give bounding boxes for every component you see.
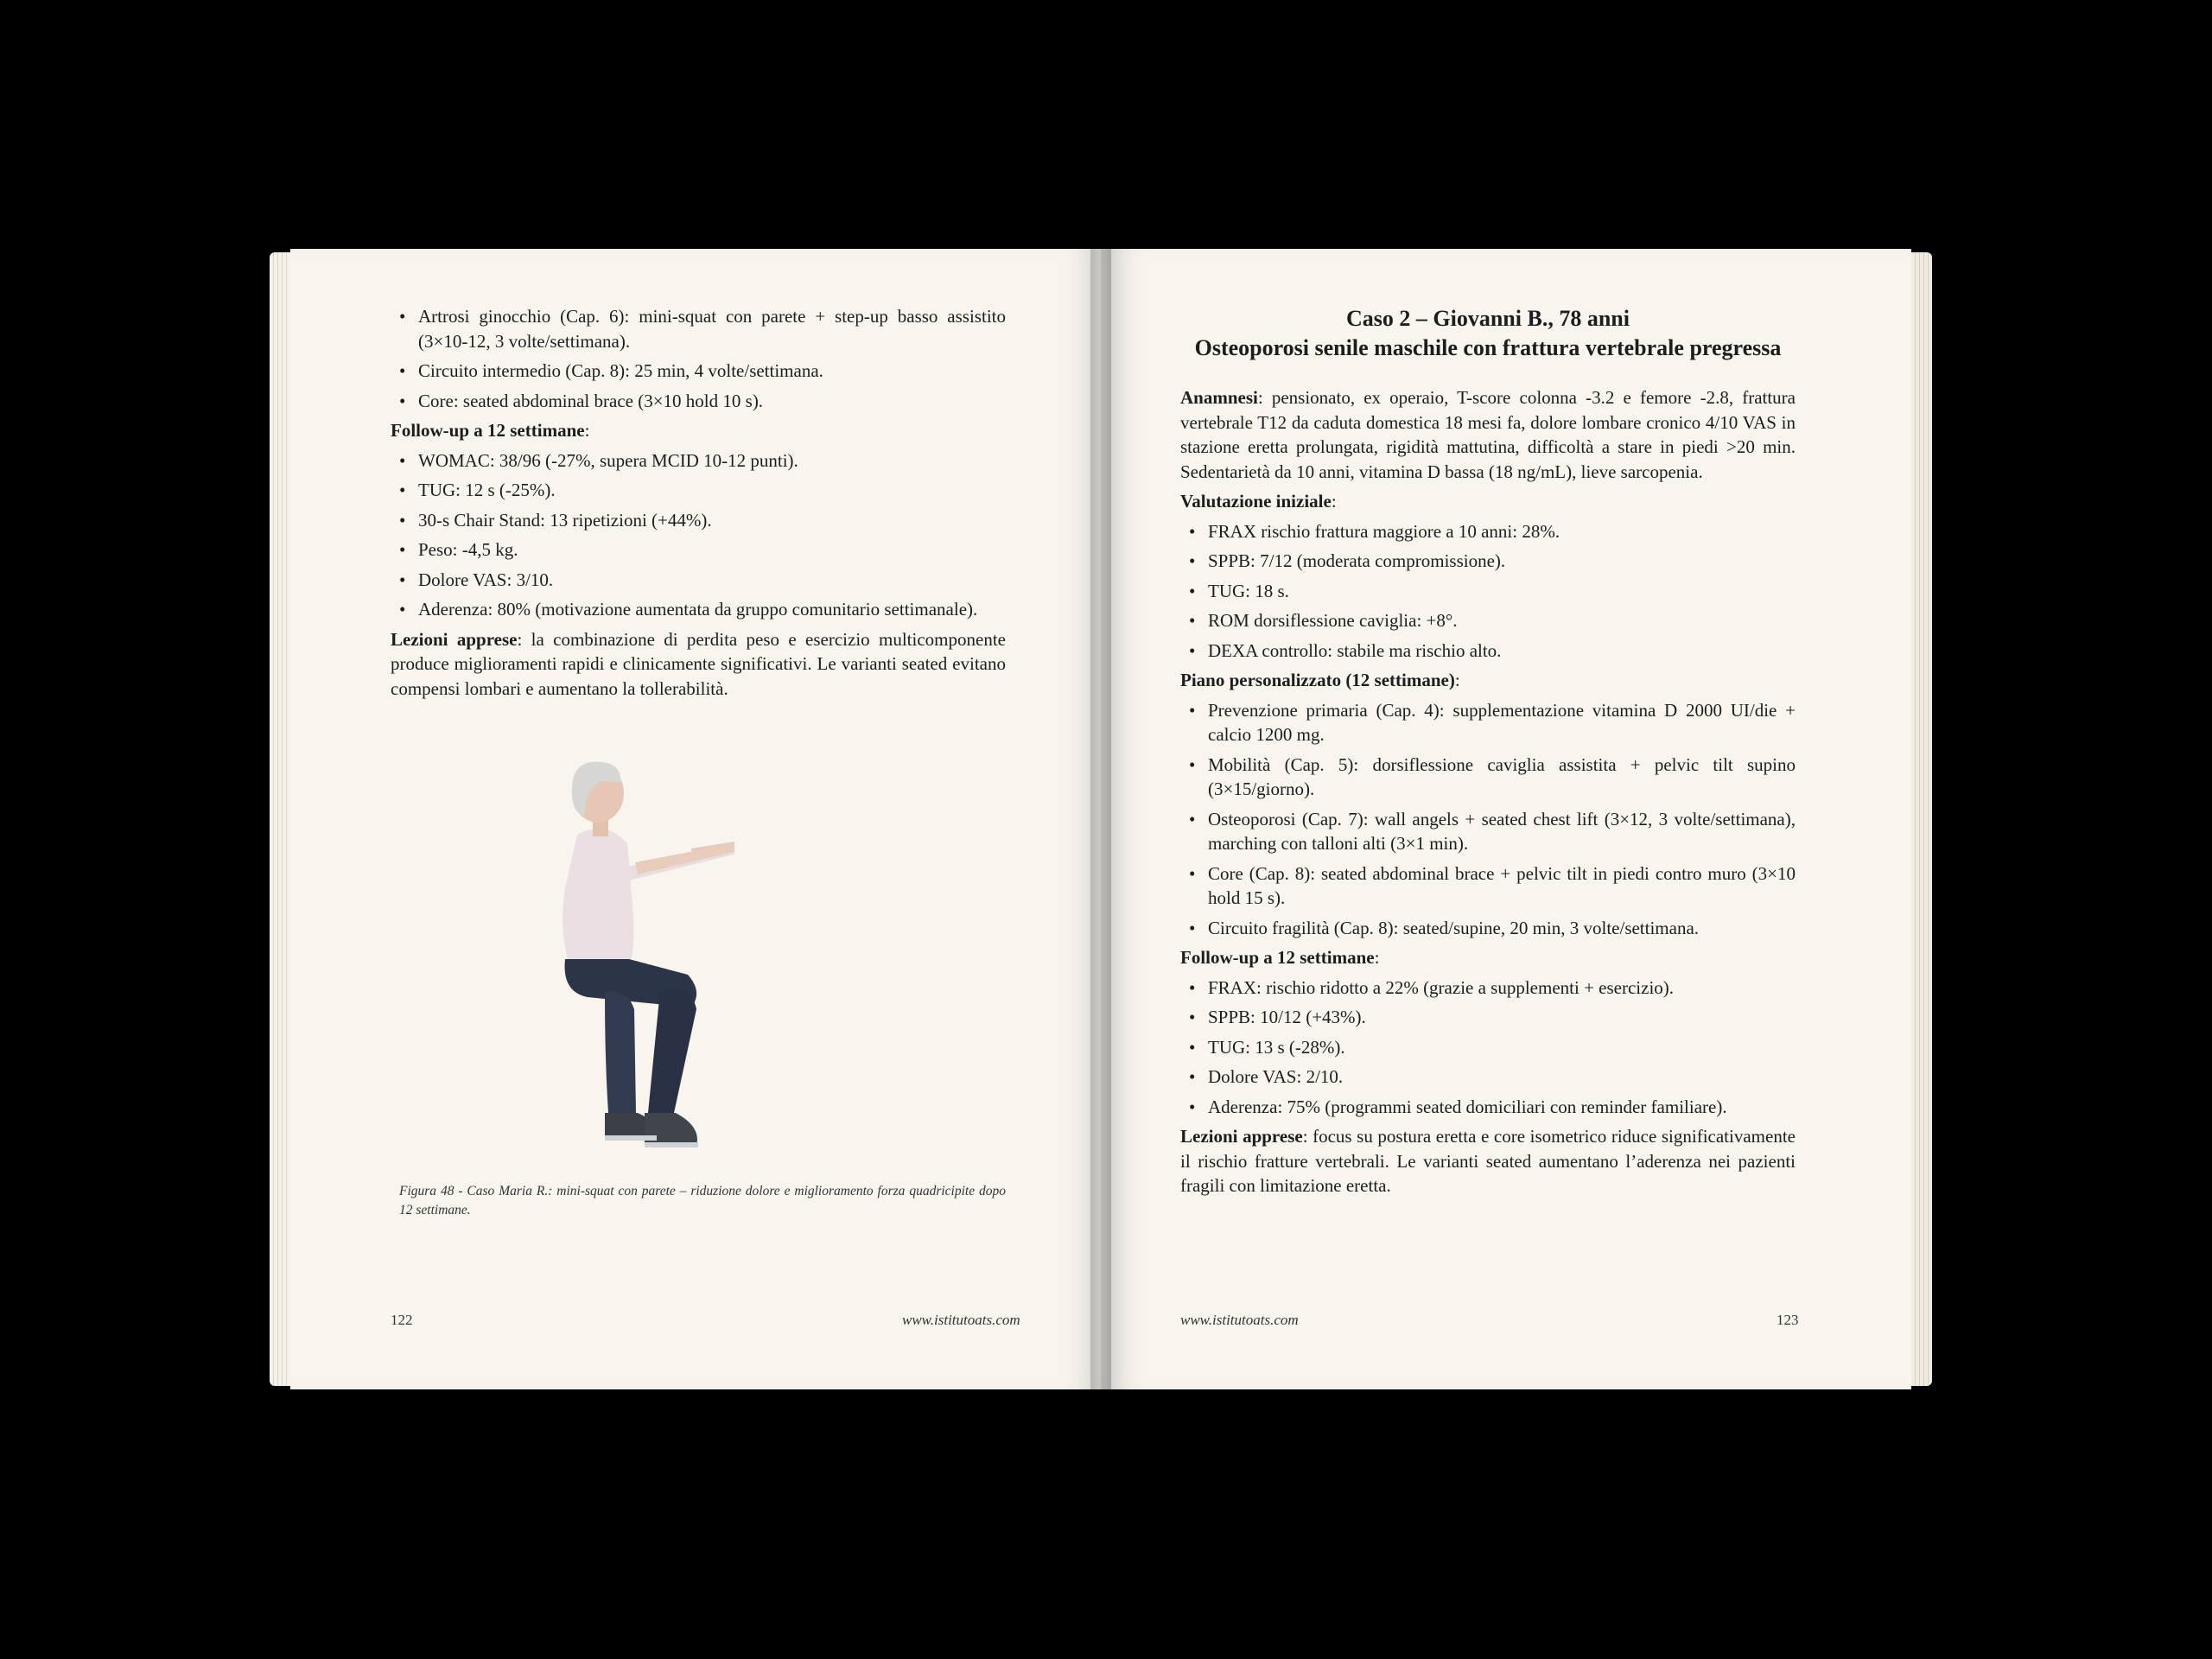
lessons-text-right: : focus su postura eretta e core isometrico riduce significativamente il rischio fratture vertebrali. Le varianti seated aumentano l’aderenza nei pazienti fragili con limitazione eretta. bbox=[1180, 1126, 1796, 1196]
followup-heading: Follow-up a 12 settimane: bbox=[391, 420, 590, 441]
piano-list bbox=[1180, 698, 1796, 941]
case-title-line-1: Caso 2 – Giovanni B., 78 anni bbox=[1346, 306, 1630, 331]
right-page-content bbox=[1180, 304, 1796, 1204]
footer-url-left: www.istitutoats.com bbox=[902, 1312, 1020, 1328]
list-item: • 30-s Chair Stand: 13 ripetizioni (+44%). bbox=[391, 508, 1006, 533]
anamnesi-paragraph bbox=[1180, 385, 1796, 484]
valutazione-heading: Valutazione iniziale: bbox=[1180, 491, 1337, 512]
intro-list bbox=[391, 304, 1006, 413]
page-number-right: 123 bbox=[1777, 1312, 1799, 1328]
right-page bbox=[1101, 249, 1911, 1389]
followup-heading-right: Follow-up a 12 settimane: bbox=[1180, 947, 1380, 968]
followup-list bbox=[391, 448, 1006, 622]
anamnesi-text: : pensionato, ex operaio, T-score colonna -3.2 e femore -2.8, frattura vertebrale T12 da caduta domestica 18 mesi fa, dolore lombare cronico 4/10 VAS in stazione eretta prolungata, rigidità mattutina, difficoltà a stare in piedi >20 min. Sedentarietà da 10 anni, vitamina D bassa (18 ng/mL), lieve sarcopenia. bbox=[1180, 387, 1796, 482]
page-number-left: 122 bbox=[391, 1312, 413, 1328]
list-item: • Dolore VAS: 2/10. bbox=[1180, 1065, 1796, 1090]
list-item: • Circuito intermedio (Cap. 8): 25 min, 4 volte/settimana. bbox=[391, 359, 1006, 384]
list-item: • Osteoporosi (Cap. 7): wall angels + seated chest lift (3×12, 3 volte/settimana), marching con talloni alti (3×1 min). bbox=[1180, 807, 1796, 856]
list-item: • Mobilità (Cap. 5): dorsiflessione caviglia assistita + pelvic tilt supino (3×15/giorno). bbox=[1180, 753, 1796, 802]
figure-caption: Figura 48 - Caso Maria R.: mini-squat con parete – riduzione dolore e miglioramento forza quadricipite dopo 12 settimane. bbox=[399, 1184, 1006, 1217]
lessons-paragraph-right bbox=[1180, 1124, 1796, 1198]
piano-heading-text: Piano personalizzato (12 settimane) bbox=[1180, 670, 1455, 690]
list-item: • Core: seated abdominal brace (3×10 hold 10 s). bbox=[391, 389, 1006, 414]
lessons-paragraph bbox=[391, 627, 1006, 702]
left-page-content bbox=[391, 304, 1006, 706]
case-title bbox=[1180, 304, 1796, 363]
list-item: • ROM dorsiflessione caviglia: +8°. bbox=[1180, 608, 1796, 633]
list-item: • SPPB: 10/12 (+43%). bbox=[1180, 1005, 1796, 1030]
lessons-label-right: Lezioni apprese bbox=[1180, 1126, 1303, 1147]
followup-heading-text: Follow-up a 12 settimane bbox=[391, 420, 585, 441]
open-book bbox=[270, 249, 1932, 1389]
lessons-text: : la combinazione di perdita peso e esercizio multicomponente produce miglioramenti rapidi e clinicamente significativi. Le varianti seated evitano compensi lombari e aumentano la tollerabilità. bbox=[391, 628, 1006, 699]
case-title-line-2: Osteoporosi senile maschile con frattura vertebrale pregressa bbox=[1194, 335, 1782, 360]
followup-list-right bbox=[1180, 976, 1796, 1120]
list-item: • Dolore VAS: 3/10. bbox=[391, 568, 1006, 593]
list-item: • DEXA controllo: stabile ma rischio alto. bbox=[1180, 639, 1796, 664]
list-item: • Artrosi ginocchio (Cap. 6): mini-squat con parete + step-up basso assistito (3×10-12, 3 volte/settimana). bbox=[391, 304, 1006, 353]
followup-heading-right-text: Follow-up a 12 settimane bbox=[1180, 947, 1375, 968]
lessons-label: Lezioni apprese bbox=[391, 628, 518, 650]
list-item: • TUG: 13 s (-28%). bbox=[1180, 1035, 1796, 1060]
list-item: • Core (Cap. 8): seated abdominal brace + pelvic tilt in piedi contro muro (3×10 hold 15 s). bbox=[1180, 861, 1796, 911]
list-item: • FRAX rischio frattura maggiore a 10 anni: 28%. bbox=[1180, 519, 1796, 544]
list-item: • Aderenza: 75% (programmi seated domiciliari con reminder familiare). bbox=[1180, 1095, 1796, 1120]
list-item: • Circuito fragilità (Cap. 8): seated/supine, 20 min, 3 volte/settimana. bbox=[1180, 916, 1796, 941]
list-item: • Aderenza: 80% (motivazione aumentata da gruppo comunitario settimanale). bbox=[391, 597, 1006, 622]
list-item: • FRAX: rischio ridotto a 22% (grazie a supplementi + esercizio). bbox=[1180, 976, 1796, 1001]
list-item: • WOMAC: 38/96 (-27%, supera MCID 10-12 punti). bbox=[391, 448, 1006, 474]
valutazione-heading-text: Valutazione iniziale bbox=[1180, 491, 1332, 512]
book-gutter bbox=[1090, 249, 1111, 1389]
list-item: • Prevenzione primaria (Cap. 4): supplementazione vitamina D 2000 UI/die + calcio 1200 mg. bbox=[1180, 698, 1796, 747]
list-item: • TUG: 12 s (-25%). bbox=[391, 478, 1006, 503]
mini-squat-figure-illustration bbox=[475, 733, 734, 1168]
footer-url-right: www.istitutoats.com bbox=[1180, 1312, 1299, 1328]
list-item: • TUG: 18 s. bbox=[1180, 579, 1796, 604]
valutazione-list bbox=[1180, 519, 1796, 664]
list-item: • Peso: -4,5 kg. bbox=[391, 537, 1006, 563]
list-item: • SPPB: 7/12 (moderata compromissione). bbox=[1180, 549, 1796, 574]
piano-heading: Piano personalizzato (12 settimane): bbox=[1180, 670, 1460, 690]
left-page bbox=[290, 249, 1106, 1389]
anamnesi-label: Anamnesi bbox=[1180, 387, 1258, 408]
